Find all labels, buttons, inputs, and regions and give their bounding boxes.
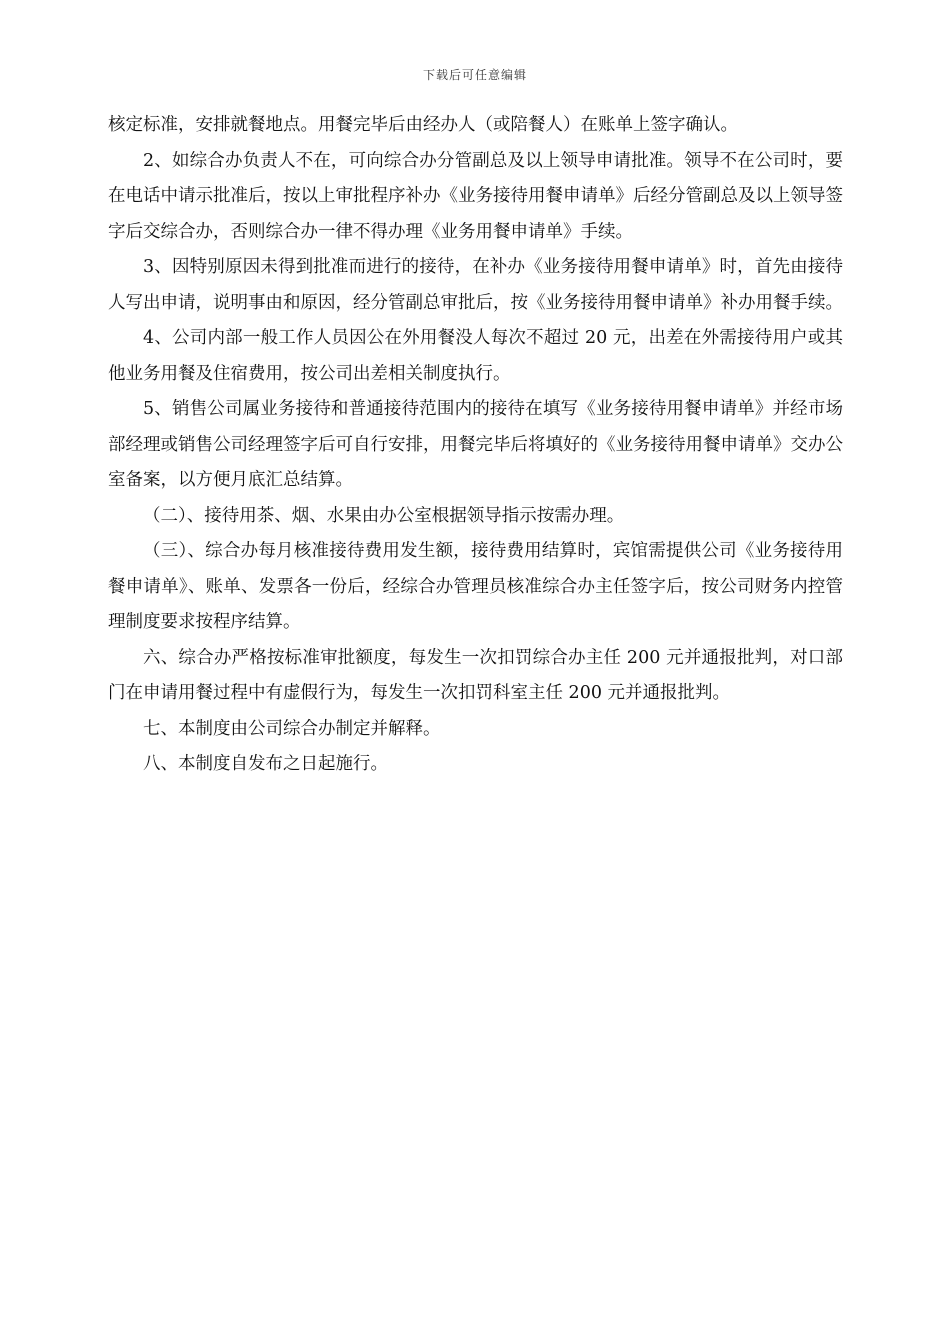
paragraph-article-7: 七、本制度由公司综合办制定并解释。 — [143, 718, 441, 739]
paragraph-section-2: （二）、接待用茶、烟、水果由办公室根据领导指示按需办理。 — [143, 505, 625, 526]
paragraph-section-3: （三）、综合办每月核准接待费用发生额，接待费用结算时，宾馆需提供公司《业务接待用餐申请单》、账单、发票各一份后，经综合办管理员核准综合办主任签字后，按公司财务内控管理制度要求按程序结算。 — [108, 541, 843, 632]
paragraph-item-3: 3、因特别原因未得到批准而进行的接待，在补办《业务接待用餐申请单》时，首先由接待人写出申请，说明事由和原因，经分管副总审批后，按《业务接待用餐申请单》补办用餐手续。 — [108, 257, 843, 313]
paragraph-item-5: 5、销售公司属业务接待和普通接待范围内的接待在填写《业务接待用餐申请单》并经市场部经理或销售公司经理签字后可自行安排，用餐完毕后将填好的《业务接待用餐申请单》交办公室备案，以方便月底汇总结算。 — [108, 399, 843, 490]
header-note: 下载后可任意编辑 — [422, 68, 527, 82]
paragraph-continuation: 核定标准，安排就餐地点。用餐完毕后由经办人（或陪餐人）在账单上签字确认。 — [108, 115, 738, 135]
paragraph-item-4: 4、公司内部一般工作人员因公在外用餐没人每次不超过 20 元，出差在外需接待用户或其他业务用餐及住宿费用，按公司出差相关制度执行。 — [108, 328, 843, 384]
paragraph-article-6: 六、综合办严格按标准审批额度，每发生一次扣罚综合办主任 200 元并通报批判，对口部门在申请用餐过程中有虚假行为，每发生一次扣罚科室主任 200 元并通报批判。 — [108, 647, 843, 703]
paragraph-article-8: 八、本制度自发布之日起施行。 — [143, 754, 388, 774]
document-body — [108, 108, 843, 783]
paragraph-item-2: 2、如综合办负责人不在，可向综合办分管副总及以上领导申请批准。领导不在公司时，要在电话中请示批准后，按以上审批程序补办《业务接待用餐申请单》后经分管副总及以上领导签字后交综合办，否则综合办一律不得办理《业务用餐申请单》手续。 — [108, 150, 843, 242]
